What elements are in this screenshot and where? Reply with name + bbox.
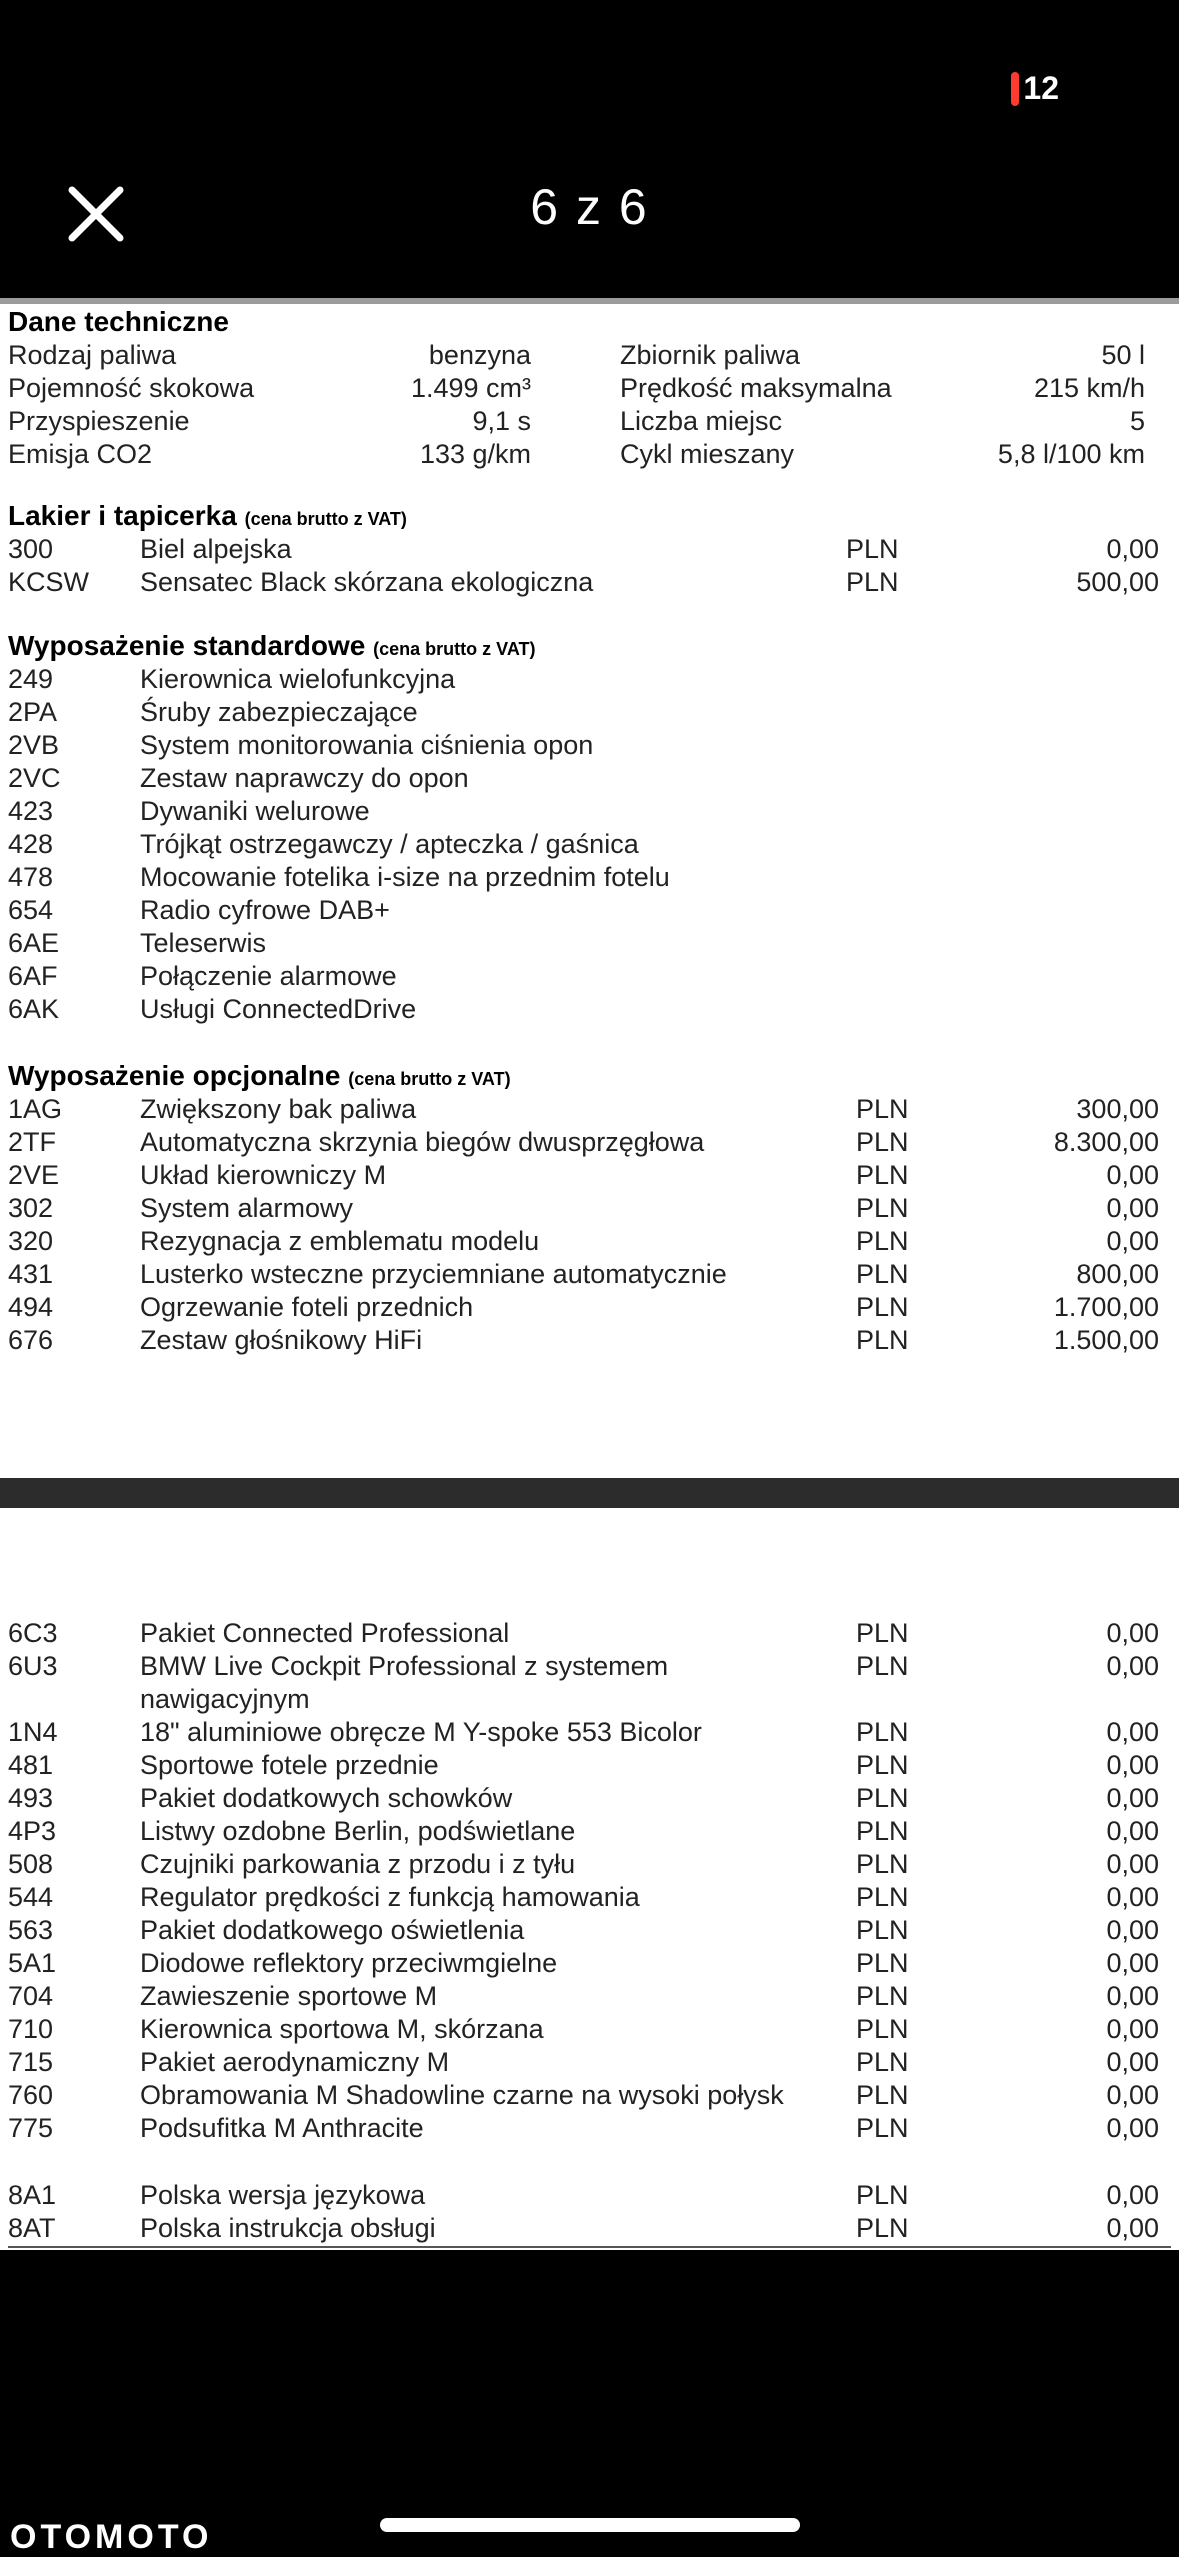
optional-row: 760 Obramowania M Shadowline czarne na wysoki połysk PLN 0,00 (8, 2080, 1159, 2110)
optional-heading: Wyposażenie opcjonalne (cena brutto z VAT) (8, 1060, 511, 1091)
optional-row: 5A1 Diodowe reflektory przeciwmgielne PLN 0,00 (8, 1948, 1159, 1978)
optional-row: 8AT Polska instrukcja obsługi PLN 0,00 (8, 2213, 1159, 2243)
optional-row: 710 Kierownica sportowa M, skórzana PLN 0,00 (8, 2014, 1159, 2044)
optional-row: 704 Zawieszenie sportowe M PLN 0,00 (8, 1981, 1159, 2011)
paint-row: 300 Biel alpejska PLN 0,00 (8, 534, 1159, 564)
tech-row: Emisja CO2 133 g/km Cykl mieszany 5,8 l/100 km (8, 439, 1145, 469)
optional-row: 508 Czujniki parkowania z przodu i z tyłu PLN 0,00 (8, 1849, 1159, 1879)
table-bottom-rule (8, 2246, 1171, 2248)
optional-row: 302 System alarmowy PLN 0,00 (8, 1193, 1159, 1223)
tech-heading: Dane techniczne (8, 306, 229, 337)
battery-icon (1011, 72, 1019, 106)
optional-row: 6U3 BMW Live Cockpit Professional z systemem PLN 0,00 (8, 1651, 1159, 1681)
optional-row: 4P3 Listwy ozdobne Berlin, podświetlane PLN 0,00 (8, 1816, 1159, 1846)
standard-row: 6AF Połączenie alarmowe (8, 961, 397, 991)
status-bar (0, 0, 1179, 150)
optional-row: 1AG Zwiększony bak paliwa PLN 300,00 (8, 1094, 1159, 1124)
optional-row: 2TF Automatyczna skrzynia biegów dwusprzęgłowa PLN 8.300,00 (8, 1127, 1159, 1157)
tech-row: Przyspieszenie 9,1 s Liczba miejsc 5 (8, 406, 1145, 436)
optional-row-continuation: nawigacyjnym (140, 1684, 310, 1714)
optional-row: 1N4 18" aluminiowe obręcze M Y-spoke 553 Bicolor PLN 0,00 (8, 1717, 1159, 1747)
standard-row: 654 Radio cyfrowe DAB+ (8, 895, 390, 925)
battery-indicator (1011, 70, 1059, 107)
otomoto-logo: OTOMOTO (10, 2518, 213, 2556)
standard-row: 249 Kierownica wielofunkcyjna (8, 664, 456, 694)
optional-row: 2VE Układ kierowniczy M PLN 0,00 (8, 1160, 1159, 1190)
standard-row: 478 Mocowanie fotelika i-size na przednim fotelu (8, 862, 670, 892)
optional-row: 8A1 Polska wersja językowa PLN 0,00 (8, 2180, 1159, 2210)
optional-row: 494 Ogrzewanie foteli przednich PLN 1.700,00 (8, 1292, 1159, 1322)
optional-row: 775 Podsufitka M Anthracite PLN 0,00 (8, 2113, 1159, 2143)
standard-row: 2VC Zestaw naprawczy do opon (8, 763, 469, 793)
standard-row: 2PA Śruby zabezpieczające (8, 697, 418, 727)
home-indicator[interactable] (380, 2518, 800, 2532)
optional-row: 320 Rezygnacja z emblematu modelu PLN 0,00 (8, 1226, 1159, 1256)
image-counter: 6 z 6 (530, 179, 649, 235)
optional-row: 431 Lusterko wsteczne przyciemniane automatycznie PLN 800,00 (8, 1259, 1159, 1289)
standard-row: 2VB System monitorowania ciśnienia opon (8, 730, 594, 760)
page-divider (0, 1478, 1179, 1508)
document-page-1 (0, 298, 1179, 1484)
document-page-2 (0, 1508, 1179, 2250)
standard-row: 423 Dywaniki welurowe (8, 796, 370, 826)
standard-row: 6AE Teleserwis (8, 928, 267, 958)
standard-row: 428 Trójkąt ostrzegawczy / apteczka / gaśnica (8, 829, 639, 859)
optional-row: 6C3 Pakiet Connected Professional PLN 0,00 (8, 1618, 1159, 1648)
paint-heading: Lakier i tapicerka (cena brutto z VAT) (8, 500, 407, 531)
optional-row: 544 Regulator prędkości z funkcją hamowania PLN 0,00 (8, 1882, 1159, 1912)
standard-row: 6AK Usługi ConnectedDrive (8, 994, 417, 1024)
optional-row: 563 Pakiet dodatkowego oświetlenia PLN 0,00 (8, 1915, 1159, 1945)
optional-row: 493 Pakiet dodatkowych schowków PLN 0,00 (8, 1783, 1159, 1813)
battery-level: 12 (1023, 70, 1059, 106)
paint-row: KCSW Sensatec Black skórzana ekologiczna PLN 500,00 (8, 567, 1159, 597)
tech-row: Rodzaj paliwa benzyna Zbiornik paliwa 50 l (8, 340, 1145, 370)
optional-row: 715 Pakiet aerodynamiczny M PLN 0,00 (8, 2047, 1159, 2077)
tech-row: Pojemność skokowa 1.499 cm³ Prędkość maksymalna 215 km/h (8, 373, 1145, 403)
optional-row: 481 Sportowe fotele przednie PLN 0,00 (8, 1750, 1159, 1780)
standard-heading: Wyposażenie standardowe (cena brutto z VAT) (8, 630, 536, 661)
optional-row: 676 Zestaw głośnikowy HiFi PLN 1.500,00 (8, 1325, 1159, 1355)
